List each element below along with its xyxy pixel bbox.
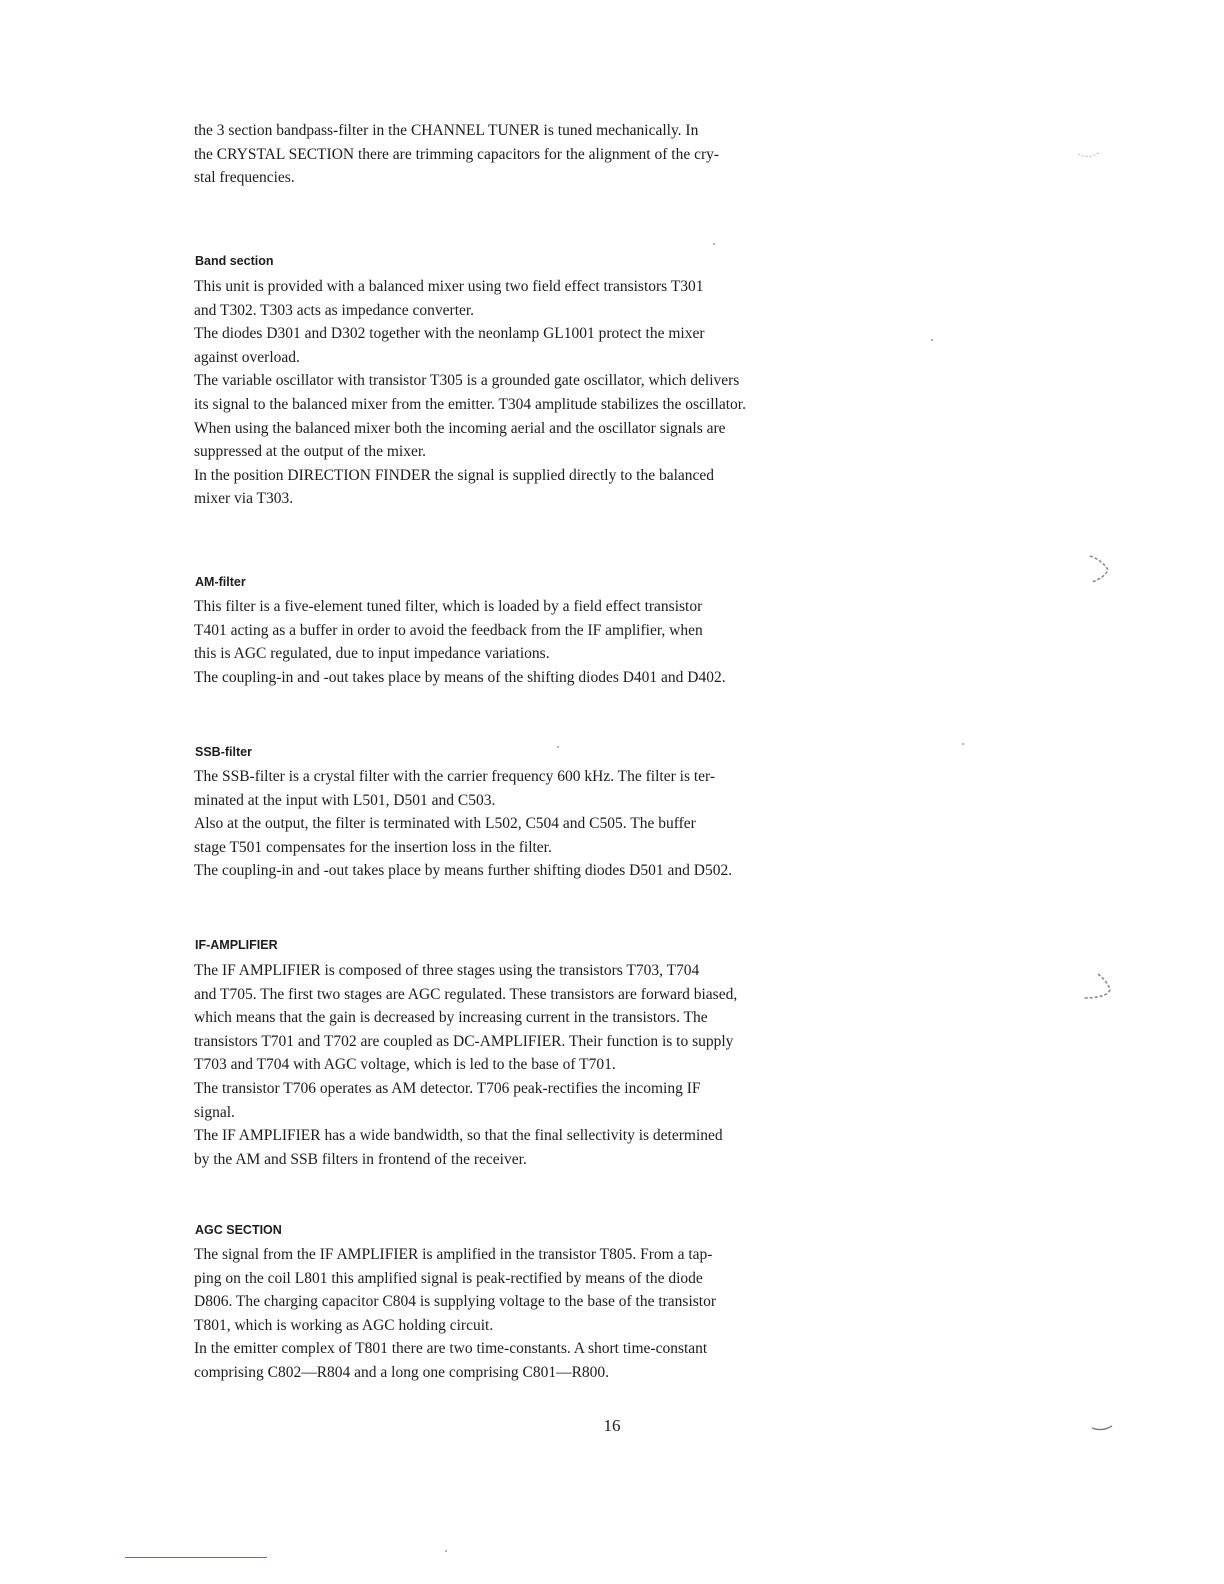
scan-speck bbox=[557, 746, 559, 748]
text-line: The variable oscillator with transistor T305 is a grounded gate oscillator, which delivers bbox=[194, 372, 740, 390]
text-line: its signal to the balanced mixer from the emitter. T304 amplitude stabilizes the oscillator. bbox=[194, 395, 746, 413]
band-section-text bbox=[194, 275, 860, 511]
text-line: D806. The charging capacitor C804 is supplying voltage to the base of the transistor bbox=[194, 1293, 717, 1311]
heading-band-section: Band section bbox=[195, 254, 274, 268]
text-line: comprising C802—R804 and a long one comprising C801—R800. bbox=[194, 1363, 610, 1381]
binding-hole-mark bbox=[1068, 548, 1118, 588]
text-line: The diodes D301 and D302 together with the neonlamp GL1001 protect the mixer bbox=[194, 325, 705, 343]
text-line: T703 and T704 with AGC voltage, which is led to the base of T701. bbox=[194, 1056, 616, 1074]
text-line: The SSB-filter is a crystal filter with the carrier frequency 600 kHz. The filter is ter- bbox=[194, 768, 716, 785]
text-line: the CRYSTAL SECTION there are trimming capacitors for the alignment of the cry- bbox=[194, 145, 720, 163]
text-line: which means that the gain is decreased by increasing current in the transistors. The bbox=[194, 1009, 708, 1027]
ssb-filter-text bbox=[194, 765, 860, 883]
text-line: signal. bbox=[194, 1103, 235, 1121]
text-line: this is AGC regulated, due to input impedance variations. bbox=[194, 645, 550, 663]
heading-ssb-filter: SSB-filter bbox=[195, 745, 252, 759]
text-line: T401 acting as a buffer in order to avoid the feedback from the IF amplifier, when bbox=[194, 621, 703, 639]
text-line: and T705. The first two stages are AGC regulated. These transistors are forward biased, bbox=[194, 985, 738, 1003]
text-line: The IF AMPLIFIER is composed of three stages using the transistors T703, T704 bbox=[194, 962, 700, 979]
text-line: mixer via T303. bbox=[194, 490, 294, 508]
scan-speck bbox=[931, 339, 933, 341]
heading-am-filter: AM-filter bbox=[195, 575, 246, 589]
text-line: by the AM and SSB filters in frontend of the receiver. bbox=[194, 1150, 527, 1168]
text-line: The transistor T706 operates as AM detector. T706 peak-rectifies the incoming IF bbox=[194, 1079, 701, 1097]
text-line: T801, which is working as AGC holding circuit. bbox=[194, 1316, 494, 1334]
text-line: In the position DIRECTION FINDER the signal is supplied directly to the balanced bbox=[194, 466, 715, 484]
scan-speck bbox=[962, 743, 964, 745]
text-line: transistors T701 and T702 are coupled as DC-AMPLIFIER. Their function is to supply bbox=[194, 1032, 734, 1050]
text-line: stage T501 compensates for the insertion loss in the filter. bbox=[194, 838, 552, 856]
binding-hole-mark bbox=[1068, 968, 1118, 1008]
page-number: 16 bbox=[603, 1416, 621, 1435]
scan-speck-mark bbox=[1076, 146, 1106, 166]
am-filter-text bbox=[194, 595, 860, 689]
scan-edge-mark bbox=[1090, 1420, 1120, 1440]
heading-agc-section: AGC SECTION bbox=[195, 1223, 282, 1237]
text-line: When using the balanced mixer both the incoming aerial and the oscillator signals are bbox=[194, 419, 726, 437]
intro-paragraph bbox=[194, 119, 860, 190]
text-line: stal frequencies. bbox=[194, 169, 295, 187]
text-line: suppressed at the output of the mixer. bbox=[194, 443, 427, 461]
text-line: minated at the input with L501, D501 and C503. bbox=[194, 791, 496, 809]
text-line: and T302. T303 acts as impedance converter. bbox=[194, 301, 475, 319]
text-line: Also at the output, the filter is terminated with L502, C504 and C505. The buffer bbox=[194, 815, 696, 833]
footer-rule bbox=[125, 1557, 267, 1558]
text-line: The signal from the IF AMPLIFIER is amplified in the transistor T805. From a tap- bbox=[194, 1246, 713, 1263]
text-line: the 3 section bandpass-filter in the CHANNEL TUNER is tuned mechanically. In bbox=[194, 122, 699, 139]
text-line: against overload. bbox=[194, 348, 300, 366]
text-line: In the emitter complex of T801 there are two time-constants. A short time-constant bbox=[194, 1340, 708, 1358]
heading-if-amplifier: IF-AMPLIFIER bbox=[195, 938, 278, 952]
text-line: The IF AMPLIFIER has a wide bandwidth, so that the final sellectivity is determined bbox=[194, 1127, 723, 1145]
text-line: This filter is a five-element tuned filter, which is loaded by a field effect transistor bbox=[194, 598, 703, 615]
text-line: The coupling-in and -out takes place by means further shifting diodes D501 and D502. bbox=[194, 862, 733, 880]
scan-speck bbox=[713, 243, 715, 245]
text-line: This unit is provided with a balanced mixer using two field effect transistors T301 bbox=[194, 278, 704, 295]
text-line: The coupling-in and -out takes place by means of the shifting diodes D401 and D402. bbox=[194, 668, 726, 686]
agc-section-text bbox=[194, 1243, 860, 1385]
scan-speck bbox=[445, 1550, 447, 1552]
text-line: ping on the coil L801 this amplified signal is peak-rectified by means of the diode bbox=[194, 1269, 703, 1287]
if-amplifier-text bbox=[194, 959, 860, 1171]
